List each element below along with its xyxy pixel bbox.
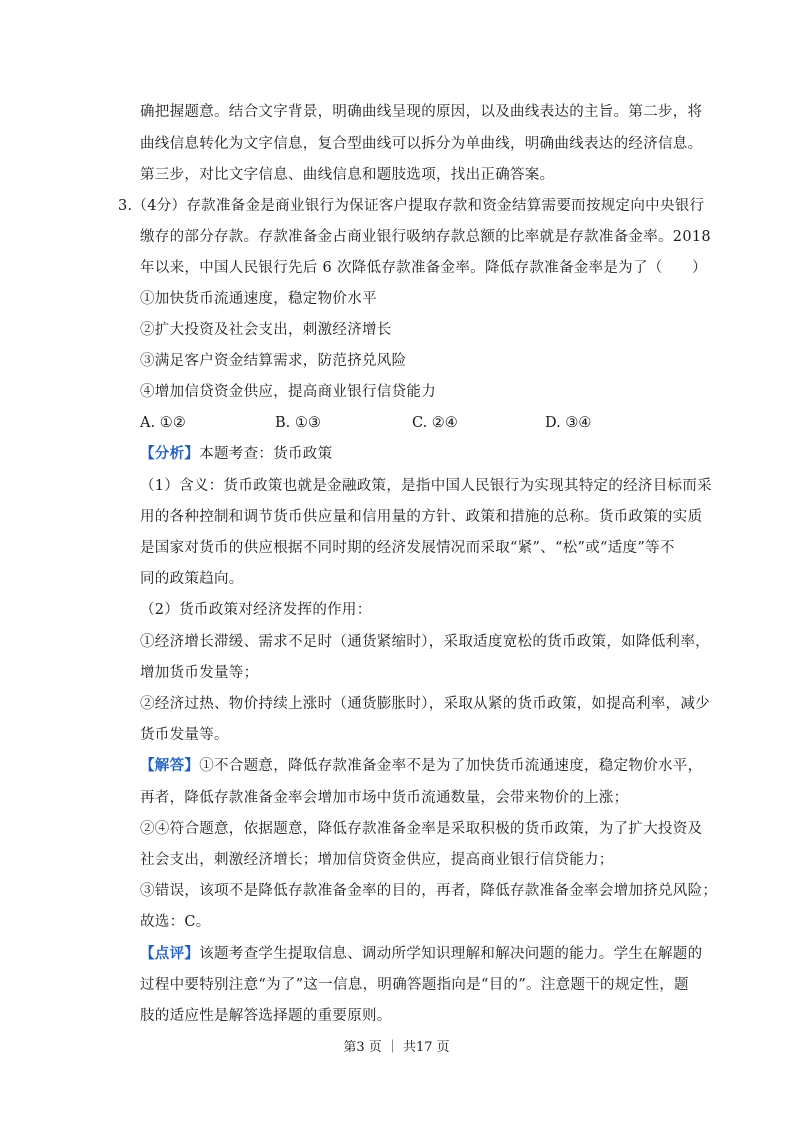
- analysis-line-4: 同的政策趋向。: [140, 571, 244, 587]
- intro-line-3: 第三步，对比文字信息、曲线信息和题肢选项，找出正确答案。: [140, 167, 555, 183]
- answer-line-2: ②④符合题意，依据题意，降低存款准备金率是采取积极的货币政策，为了扩大投资及: [140, 821, 703, 837]
- analysis-line-6: ①经济增长滞缓、需求不足时（通货紧缩时），采取适度宽松的货币政策，如降低利率，: [140, 634, 710, 650]
- statement-1: ①加快货币流通速度，稳定物价水平: [140, 291, 377, 307]
- analysis-line-2: 用的各种控制和调节货币供应量和信用量的方针、政策和措施的总称。货币政策的实质: [140, 509, 703, 525]
- comment-head: 该题考查学生提取信息、调动所学知识理解和解决问题的能力。学生在解题的: [199, 946, 703, 962]
- analysis-line-8: ②经济过热、物价持续上涨时（通货膨胀时），采取从紧的货币政策，如提高利率，减少: [140, 696, 710, 712]
- analysis-head: 本题考查：货币政策: [199, 446, 333, 462]
- page-footer: 第3 页 ｜ 共17 页: [343, 1040, 450, 1055]
- analysis-head-line: [140, 444, 332, 464]
- question-stem-line-2: 缴存的部分存款。存款准备金占商业银行吸纳存款总额的比率就是存款准备金率。2018: [140, 229, 711, 245]
- comment-line-1: 过程中要特别注意“为了”这一信息，明确答题指向是“目的”。注意题干的规定性，题: [140, 977, 689, 993]
- question-stem-line-1: 3.（4分）存款准备金是商业银行为保证客户提取存款和资金结算需要而按规定向中央银行: [118, 198, 705, 214]
- analysis-line-9: 货币发量等。: [140, 727, 229, 743]
- intro-line-1: 确把握题意。结合文字背景，明确曲线呈现的原因，以及曲线表达的主旨。第二步，将: [140, 104, 703, 120]
- comment-tag: 【点评】: [140, 945, 200, 962]
- answer-line-5: 故选：C。: [140, 914, 211, 930]
- answer-line-3: 社会支出，刺激经济增长；增加信贷资金供应，提高商业银行信贷能力；: [140, 852, 614, 868]
- answer-line-4: ③错误，该项不是降低存款准备金率的目的，再者，降低存款准备金率会增加挤兑风险；: [140, 883, 718, 899]
- answer-tag: 【解答】: [140, 757, 200, 774]
- intro-line-2: 曲线信息转化为文字信息，复合型曲线可以拆分为单曲线，明确曲线表达的经济信息。: [140, 136, 703, 152]
- answer-head: ①不合题意，降低存款准备金率不是为了加快货币流通速度，稳定物价水平，: [199, 758, 703, 774]
- option-a: A. ①②: [140, 415, 186, 431]
- comment-head-line: [140, 944, 702, 964]
- analysis-line-3: 是国家对货币的供应根据不同时期的经济发展情况而采取“紧”、“松”或“适度”等不: [140, 540, 675, 556]
- statement-2: ②扩大投资及社会支出，刺激经济增长: [140, 322, 392, 338]
- answer-line-1: 再者，降低存款准备金率会增加市场中货币流通数量，会带来物价的上涨；: [140, 790, 629, 806]
- answer-head-line: [140, 756, 702, 776]
- answer-options: [140, 413, 680, 433]
- option-b: B. ①③: [275, 415, 321, 431]
- analysis-tag: 【分析】: [140, 445, 200, 462]
- comment-line-2: 肢的适应性是解答选择题的重要原则。: [140, 1008, 392, 1024]
- statement-4: ④增加信贷资金供应，提高商业银行信贷能力: [140, 384, 436, 400]
- statement-3: ③满足客户资金结算需求，防范挤兑风险: [140, 353, 407, 369]
- analysis-line-1: （1）含义：货币政策也就是金融政策，是指中国人民银行为实现其特定的经济目标而采: [140, 478, 712, 494]
- option-c: C. ②④: [412, 415, 458, 431]
- analysis-line-7: 增加货币发量等；: [140, 665, 259, 681]
- analysis-line-5: （2）货币政策对经济发挥的作用：: [140, 602, 372, 618]
- question-stem-line-3: 年以来，中国人民银行先后 6 次降低存款准备金率。降低存款准备金率是为了（ ）: [140, 260, 707, 276]
- option-d: D. ③④: [545, 415, 592, 431]
